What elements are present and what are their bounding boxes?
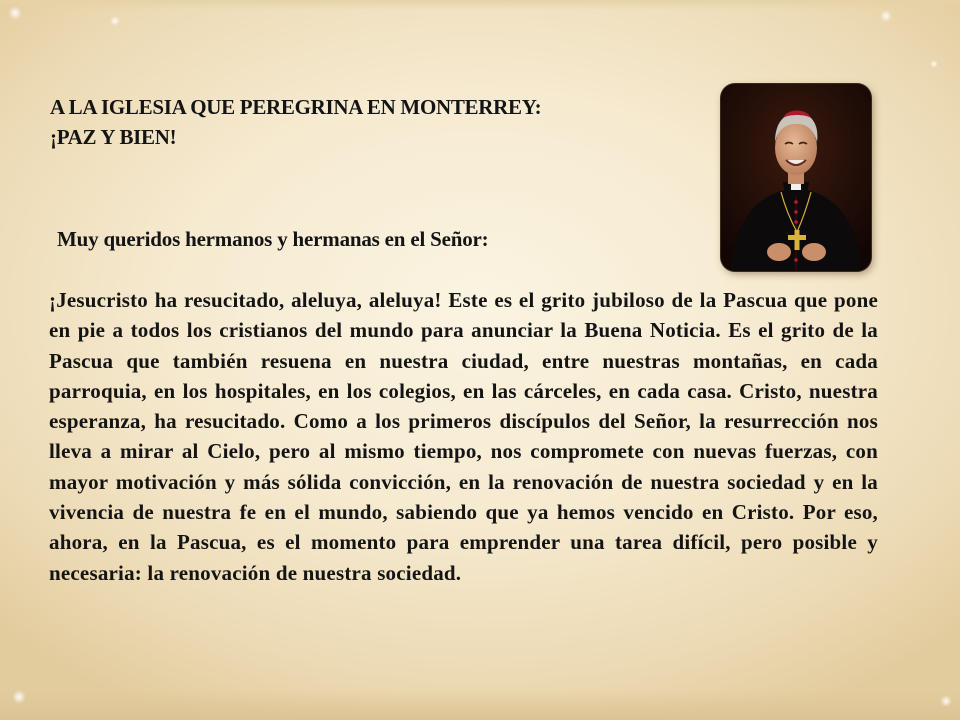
- sparkle-decoration: [8, 6, 22, 20]
- salutation: [50, 92, 541, 152]
- top-band: [0, 0, 960, 10]
- sparkle-decoration: [12, 690, 26, 704]
- sparkle-decoration: [930, 60, 938, 68]
- greeting: Muy queridos hermanos y hermanas en el Señor:: [57, 227, 489, 251]
- body-paragraph: ¡Jesucristo ha resucitado, aleluya, aleluya! Este es el grito jubiloso de la Pascua que pone en pie a todos los cristianos del mundo para anunciar la Buena Noticia. Es el grito de la Pascua que también resuena en nuestra ciudad, entre nuestras montañas, en cada parroquia, en los hospitales, en los colegios, en las cárceles, en cada casa. Cristo, nuestra esperanza, ha resucitado. Como a los primeros discípulos del Señor, la resurrección nos lleva a mirar al Cielo, pero al mismo tiempo, nos compromete con nuevas fuerzas, con mayor motivación y más sólida convicción, en la renovación de nuestra sociedad y en la vivencia de nuestra fe en el mundo, sabiendo que ya hemos vencido en Cristo. Por eso, ahora, en la Pascua, es el momento para emprender una tarea difícil, pero posible y necesaria: la renovación de nuestra sociedad.: [49, 288, 878, 585]
- bottom-band: [0, 690, 960, 720]
- sparkle-decoration: [880, 10, 892, 22]
- bishop-portrait-icon: [721, 84, 871, 271]
- salutation-line-2: ¡PAZ Y BIEN!: [50, 125, 177, 149]
- bishop-portrait: [721, 84, 871, 271]
- salutation-line-1: A LA IGLESIA QUE PEREGRINA EN MONTERREY:: [50, 95, 542, 119]
- sparkle-decoration: [940, 695, 952, 707]
- sparkle-decoration: [110, 16, 120, 26]
